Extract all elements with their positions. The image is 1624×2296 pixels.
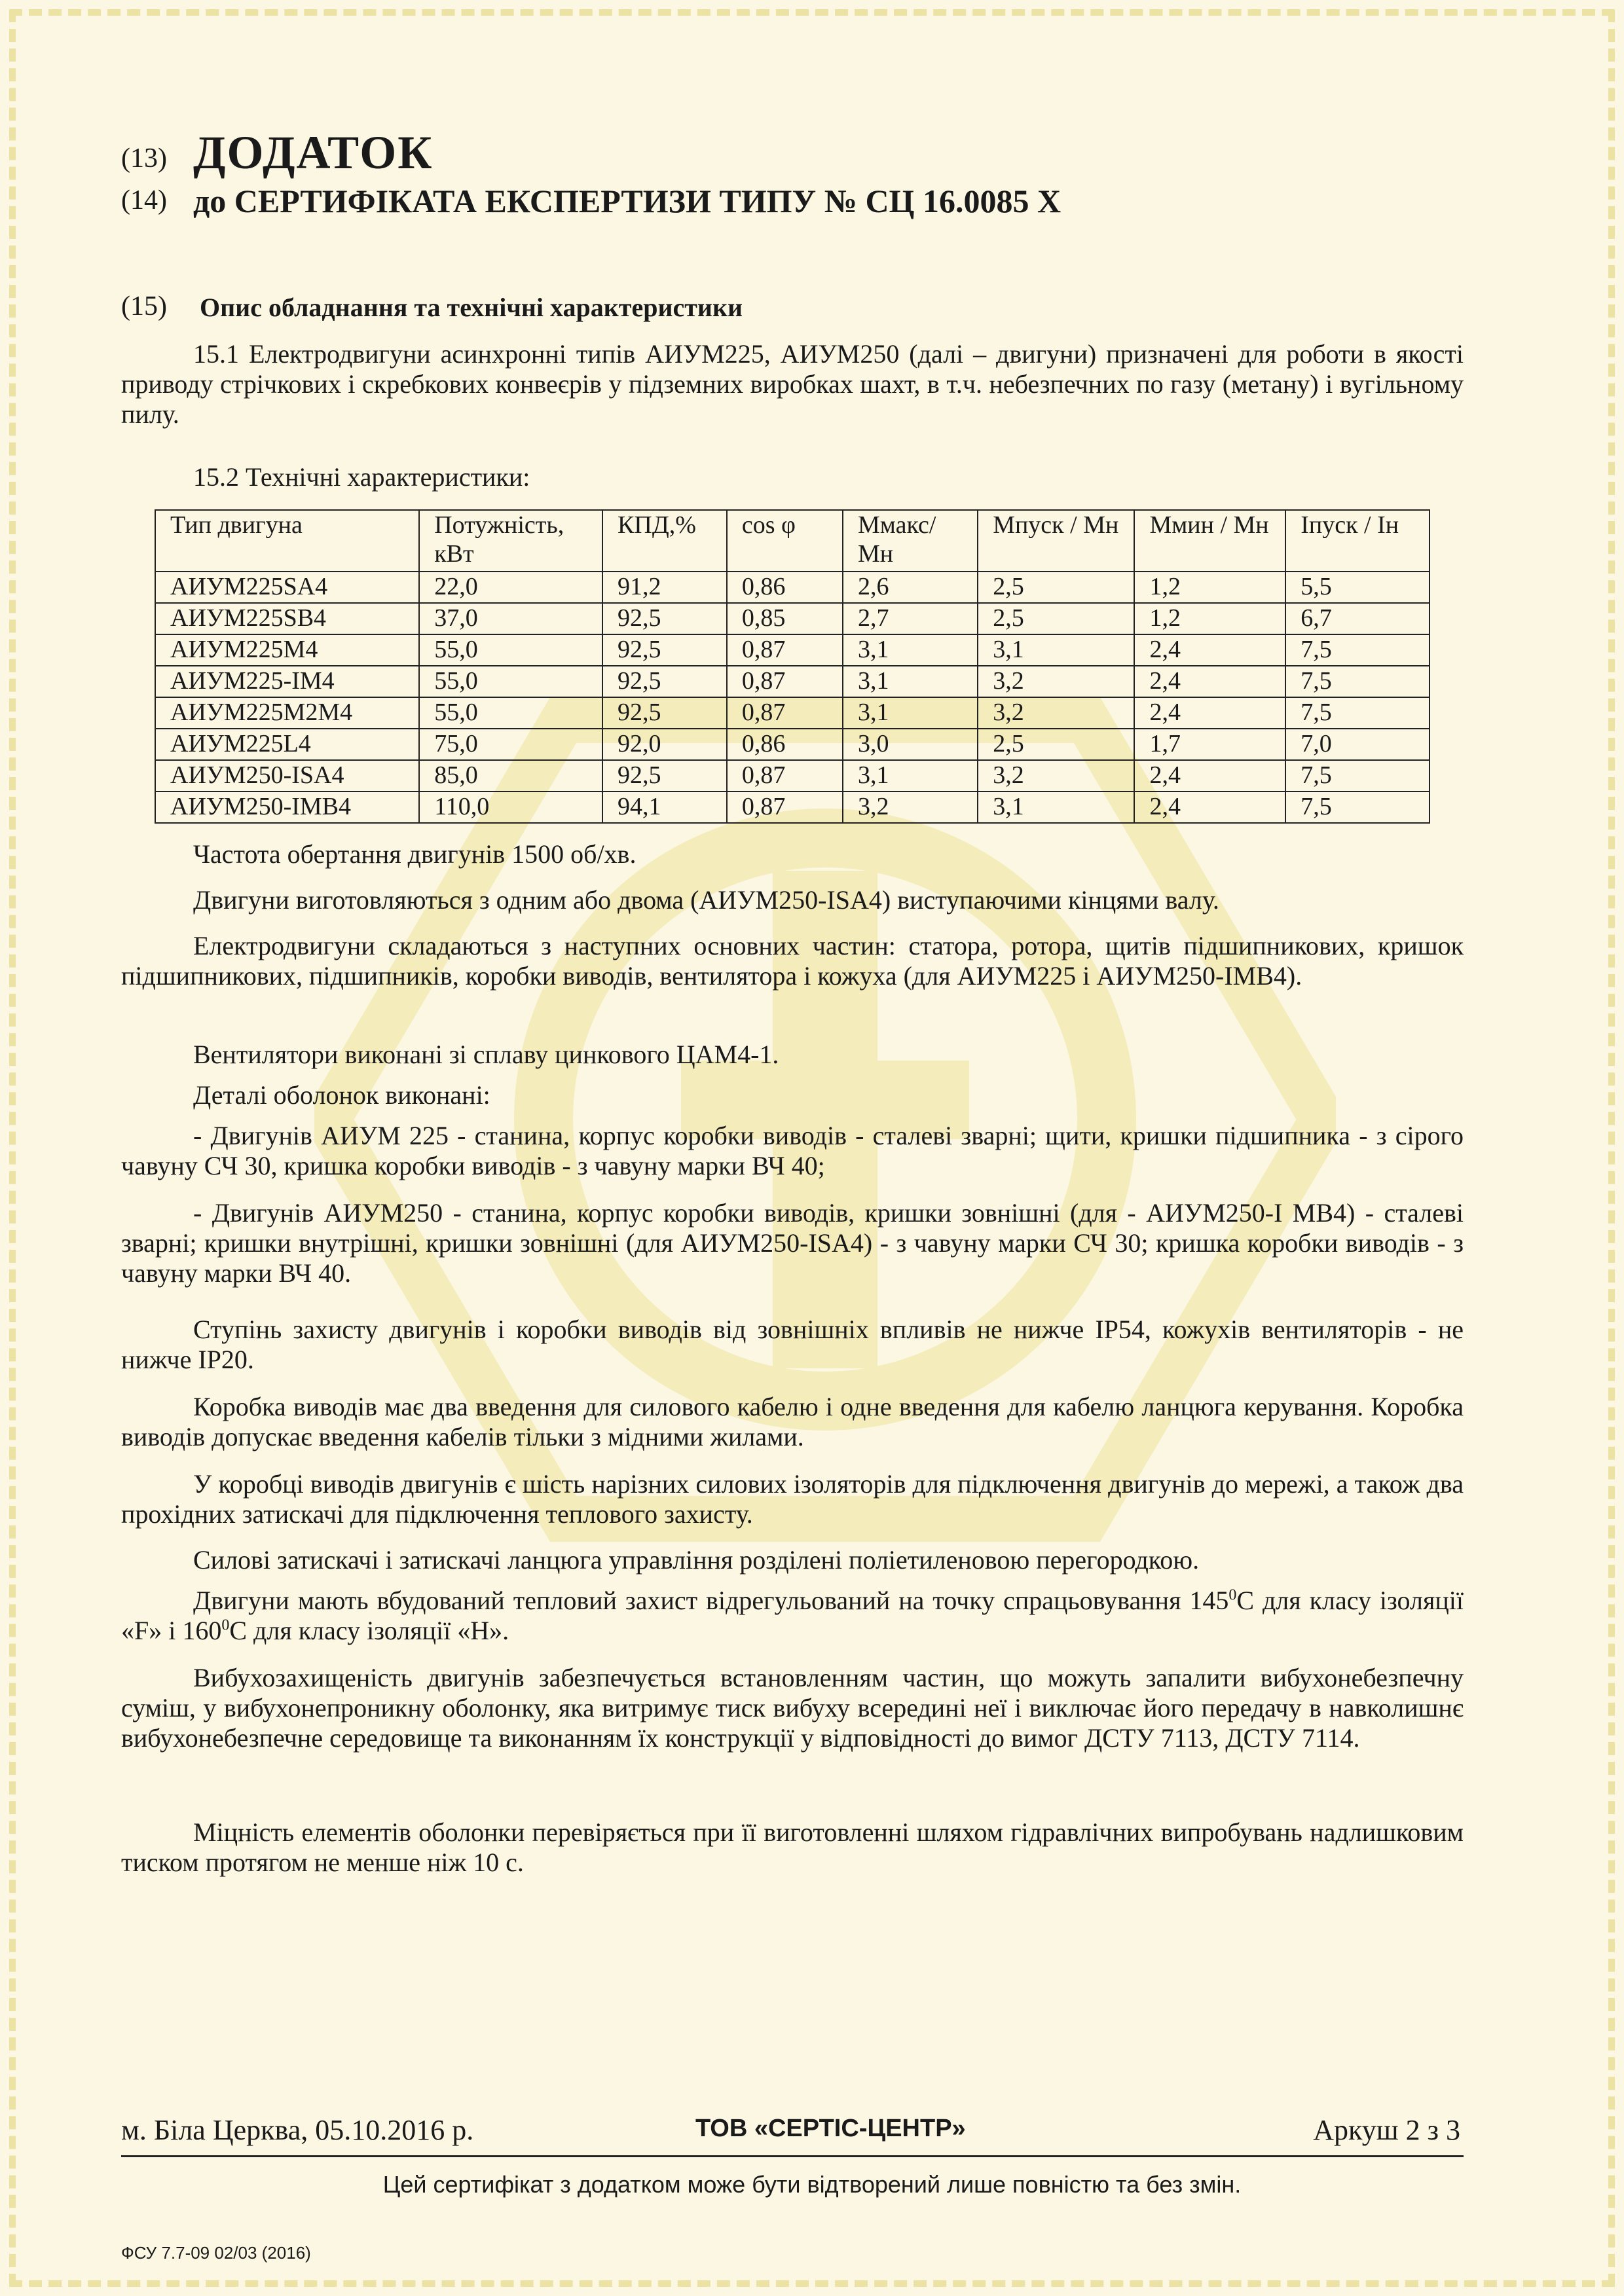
paragraph-strength: Міцність елементів оболонки перевіряється при її виготовленні шляхом гідравлічних випробувань надлишковим тиском протягом не менше ніж 10 с. <box>121 1817 1464 1877</box>
table-cell: 0,87 <box>727 760 843 792</box>
thermal-text-a: Двигуни мають вбудований тепловий захист відрегульований на точку спрацьовування 145 <box>193 1586 1229 1615</box>
table-cell: 3,1 <box>978 792 1134 823</box>
paragraph-15-1: 15.1 Електродвигуни асинхронні типів АИУМ225, АИУМ250 (далі – двигуни) призначені для роботи в якості приводу стрічкових і скребкових конвеєрів у підземних виробках шахт, в т.ч. небезпечних по газу (метану) і вугільному пилу. <box>121 339 1464 429</box>
table-cell: 3,1 <box>843 697 978 729</box>
table-cell: 2,4 <box>1134 760 1285 792</box>
footer-note: Цей сертифікат з додатком може бути відтворений лише повністю та без змін. <box>382 2171 1242 2198</box>
table-row <box>155 634 1430 666</box>
table-cell: 85,0 <box>419 760 602 792</box>
footer-company: ТОВ «СЕРТІС-ЦЕНТР» <box>695 2115 966 2142</box>
table-cell: 0,85 <box>727 603 843 634</box>
specs-table <box>155 509 1430 824</box>
thermal-text-c: С для класу ізоляції «Н». <box>229 1616 509 1645</box>
table-cell: 3,2 <box>978 760 1134 792</box>
footer-sheet: Аркуш 2 з 3 <box>1313 2114 1460 2146</box>
table-row <box>155 666 1430 697</box>
table-cell: 2,5 <box>978 603 1134 634</box>
table-cell: 2,7 <box>843 603 978 634</box>
degree-sup: 0 <box>1228 1586 1237 1604</box>
table-cell: АИУМ225М2М4 <box>155 697 419 729</box>
table-cell: 55,0 <box>419 634 602 666</box>
document-title: ДОДАТОК <box>193 126 434 179</box>
table-header-cell: Іпуск / Ін <box>1285 510 1430 572</box>
table-cell: 7,5 <box>1285 634 1430 666</box>
thermal-text-b: С для класу ізоляції «F» і 160 <box>121 1586 1464 1645</box>
table-cell: 3,2 <box>978 666 1134 697</box>
table-cell: АИУМ225SB4 <box>155 603 419 634</box>
table-cell: 2,6 <box>843 572 978 603</box>
paragraph-protection: Ступінь захисту двигунів і коробки виводів від зовнішніх впливів не нижче IP54, кожухів вентиляторів - не нижче IP20. <box>121 1315 1464 1374</box>
table-body <box>155 572 1430 823</box>
table-header-cell: Потужність, кВт <box>419 510 602 572</box>
field-number-15: (15) <box>121 291 167 321</box>
table-cell: 7,5 <box>1285 666 1430 697</box>
table-cell: АИУМ250-IМВ4 <box>155 792 419 823</box>
table-cell: АИУМ250-ISA4 <box>155 760 419 792</box>
paragraph-fans: Вентилятори виконані зі сплаву цинкового ЦАМ4-1. <box>193 1040 779 1069</box>
table-cell: 92,5 <box>602 666 727 697</box>
table-header-cell: Тип двигуна <box>155 510 419 572</box>
table-cell: 1,2 <box>1134 603 1285 634</box>
table-cell: 55,0 <box>419 666 602 697</box>
table-row <box>155 792 1430 823</box>
document-subtitle: до СЕРТИФІКАТА ЕКСПЕРТИЗИ ТИПУ № СЦ 16.0085 Х <box>193 183 1061 219</box>
table-cell: 6,7 <box>1285 603 1430 634</box>
footer-place-date: м. Біла Церква, 05.10.2016 р. <box>121 2114 474 2146</box>
table-cell: 1,7 <box>1134 729 1285 760</box>
table-header-cell: Ммин / Мн <box>1134 510 1285 572</box>
table-cell: 0,86 <box>727 572 843 603</box>
table-header-cell: cos φ <box>727 510 843 572</box>
paragraph-explosion-protection: Вибухозахищеність двигунів забезпечується встановленням частин, що можуть запалити вибухонебезпечну суміш, у вибухонепроникну оболонку, яка витримує тиск вибуху всередині неї і виключає його передачу в навколишнє вибухонебезпечне середовище та виконанням їх конструкції у відповідності до вимог ДСТУ 7113, ДСТУ 7114. <box>121 1663 1464 1753</box>
table-cell: 7,0 <box>1285 729 1430 760</box>
table-cell: 22,0 <box>419 572 602 603</box>
table-header-cell: Мпуск / Мн <box>978 510 1134 572</box>
table-cell: 0,86 <box>727 729 843 760</box>
table-row <box>155 760 1430 792</box>
table-cell: 3,2 <box>843 792 978 823</box>
table-cell: 3,1 <box>843 666 978 697</box>
table-cell: 0,87 <box>727 634 843 666</box>
paragraph-shells: Деталі оболонок виконані: <box>193 1080 490 1110</box>
table-row <box>155 697 1430 729</box>
table-cell: 3,1 <box>978 634 1134 666</box>
table-cell: 91,2 <box>602 572 727 603</box>
table-cell: 3,0 <box>843 729 978 760</box>
table-cell: 7,5 <box>1285 760 1430 792</box>
section-title: Опис обладнання та технічні характеристики <box>200 293 743 322</box>
table-cell: 92,5 <box>602 634 727 666</box>
table-cell: 2,5 <box>978 729 1134 760</box>
paragraph-15-2: 15.2 Технічні характеристики: <box>193 462 530 492</box>
table-cell: 7,5 <box>1285 697 1430 729</box>
table-cell: 7,5 <box>1285 792 1430 823</box>
paragraph-thermal <box>121 1586 1464 1646</box>
table-cell: 92,5 <box>602 697 727 729</box>
paragraph-aium250: - Двигунів АИУМ250 - станина, корпус коробки виводів, кришки зовнішні (для - АИУМ250-I МВ4) - сталеві зварні; кришки внутрішні, кришки зовнішні (для АИУМ250-ISA4) - з чавуну марки СЧ 30; кришка коробки виводів - з чавуну марки ВЧ 40. <box>121 1198 1464 1288</box>
table-row <box>155 729 1430 760</box>
table-cell: 1,2 <box>1134 572 1285 603</box>
table-cell: 2,5 <box>978 572 1134 603</box>
table-cell: АИУМ225L4 <box>155 729 419 760</box>
table-cell: 2,4 <box>1134 634 1285 666</box>
form-code: ФСУ 7.7-09 02/03 (2016) <box>121 2243 311 2263</box>
paragraph-partition: Силові затискачі і затискачі ланцюга управління розділені поліетиленовою перегородкою. <box>193 1545 1200 1575</box>
table-cell: АИУМ225SA4 <box>155 572 419 603</box>
table-row <box>155 572 1430 603</box>
table-cell: 3,1 <box>843 634 978 666</box>
paragraph-aium225: - Двигунів АИУМ 225 - станина, корпус коробки виводів - сталеві зварні; щити, кришки підшипника - з сірого чавуну СЧ 30, кришка коробки виводів - з чавуну марки ВЧ 40; <box>121 1121 1464 1180</box>
table-header-cell: КПД,% <box>602 510 727 572</box>
table-cell: 0,87 <box>727 666 843 697</box>
table-cell: АИУМ225-IМ4 <box>155 666 419 697</box>
table-header-cell: Ммакс/ Мн <box>843 510 978 572</box>
table-cell: 5,5 <box>1285 572 1430 603</box>
table-cell: 92,0 <box>602 729 727 760</box>
table-cell: 92,5 <box>602 603 727 634</box>
table-cell: 94,1 <box>602 792 727 823</box>
degree-sup: 0 <box>221 1616 230 1634</box>
field-number-14: (14) <box>121 185 167 215</box>
table-cell: 2,4 <box>1134 792 1285 823</box>
table-cell: 2,4 <box>1134 697 1285 729</box>
table-header-row <box>155 510 1430 572</box>
table-cell: 2,4 <box>1134 666 1285 697</box>
paragraph-speed: Частота обертання двигунів 1500 об/хв. <box>193 839 637 869</box>
paragraph-insulators: У коробці виводів двигунів є шість нарізних силових ізоляторів для підключення двигунів до мережі, а також два прохідних затискачі для підключення теплового захисту. <box>121 1469 1464 1529</box>
table-cell: 0,87 <box>727 792 843 823</box>
table-cell: АИУМ225М4 <box>155 634 419 666</box>
table-row <box>155 603 1430 634</box>
table-cell: 75,0 <box>419 729 602 760</box>
table-cell: 0,87 <box>727 697 843 729</box>
footer-divider <box>121 2155 1464 2157</box>
paragraph-shaft: Двигуни виготовляються з одним або двома (АИУМ250-ISA4) виступаючими кінцями валу. <box>193 885 1219 915</box>
table-cell: 55,0 <box>419 697 602 729</box>
table-cell: 92,5 <box>602 760 727 792</box>
table-cell: 37,0 <box>419 603 602 634</box>
table-cell: 110,0 <box>419 792 602 823</box>
field-number-13: (13) <box>121 143 167 173</box>
table-cell: 3,1 <box>843 760 978 792</box>
paragraph-terminal-box: Коробка виводів має два введення для силового кабелю і одне введення для кабелю ланцюга керування. Коробка виводів допускає введення кабелів тільки з мідними жилами. <box>121 1392 1464 1451</box>
table-cell: 3,2 <box>978 697 1134 729</box>
paragraph-parts: Електродвигуни складаються з наступних основних частин: статора, ротора, щитів підшипникових, кришок підшипникових, підшипників, коробки виводів, вентилятора і кожуха (для АИУМ225 і АИУМ250-IМВ4). <box>121 931 1464 991</box>
